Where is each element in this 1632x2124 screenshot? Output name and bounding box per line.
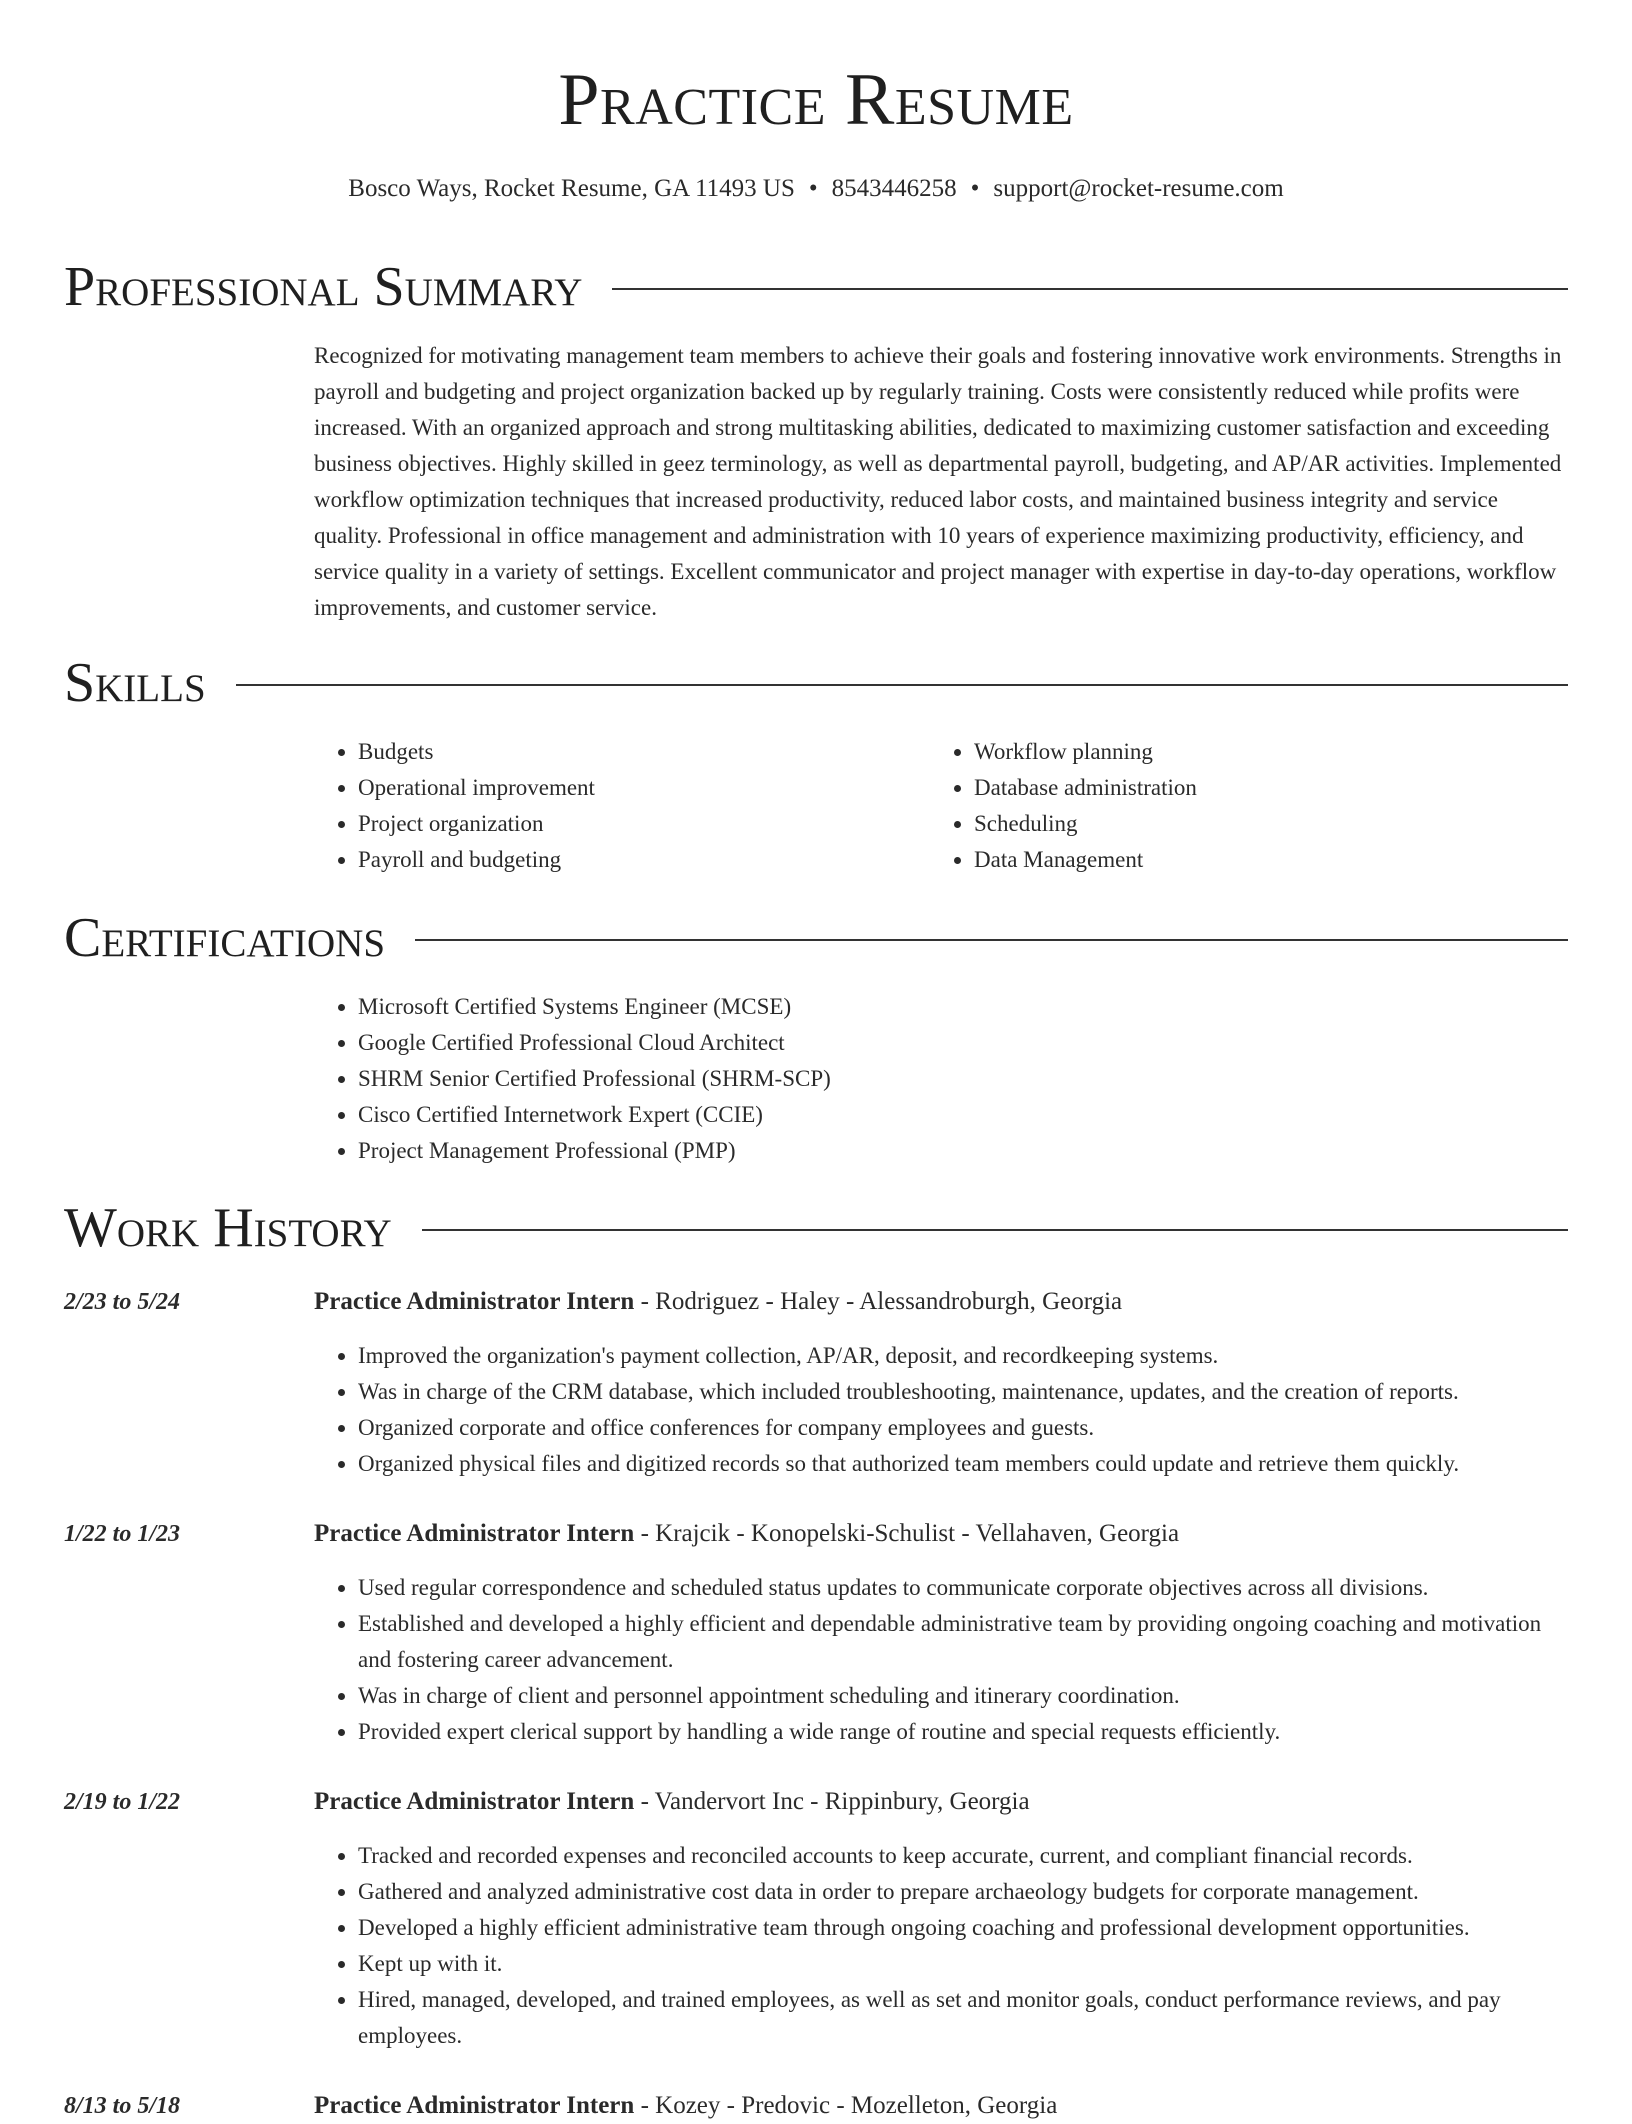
certification-item: • Microsoft Certified Systems Engineer (MCSE) xyxy=(358,989,1568,1025)
job-bullet: • Improved the organization's payment collection, AP/AR, deposit, and recordkeeping systems. xyxy=(358,1338,1568,1374)
job-bullet: • Gathered and analyzed administrative cost data in order to prepare archaeology budgets for corporate management. xyxy=(358,1874,1568,1910)
certification-item: • Google Certified Professional Cloud Architect xyxy=(358,1025,1568,1061)
job-employer: - Vandervort Inc - Rippinbury, Georgia xyxy=(634,1788,1030,1815)
job-dates: 1/22 to 1/23 xyxy=(64,1521,181,1547)
job-dates: 2/19 to 1/22 xyxy=(64,1789,181,1815)
section-title: Work History xyxy=(64,1197,392,1259)
certifications-list xyxy=(314,989,1568,1169)
certification-item: • Project Management Professional (PMP) xyxy=(358,1133,1568,1169)
job-bullets xyxy=(314,1838,1568,2054)
job-title-line xyxy=(314,1284,1568,1320)
job-bullet: • Organized physical files and digitized records so that authorized team members could update and retrieve them quickly. xyxy=(358,1446,1568,1482)
certification-item: • SHRM Senior Certified Professional (SHRM-SCP) xyxy=(358,1061,1568,1097)
job-title: Practice Administrator Intern xyxy=(314,1520,635,1547)
job-dates: 2/23 to 5/24 xyxy=(64,1289,181,1315)
skill-item: • Workflow planning xyxy=(974,734,1530,770)
job-title: Practice Administrator Intern xyxy=(314,2092,635,2119)
resume-name: Practice Resume xyxy=(558,59,1074,141)
contact-separator: • xyxy=(808,175,818,202)
section-divider xyxy=(236,684,1568,686)
job-bullet: • Was in charge of the CRM database, which included troubleshooting, maintenance, updates, and the creation of reports. xyxy=(358,1374,1568,1410)
skill-item: • Project organization xyxy=(358,806,914,842)
section-header-certifications xyxy=(64,903,1568,973)
job-bullet: • Kept up with it. xyxy=(358,1946,1568,1982)
section-header-skills xyxy=(64,648,1568,718)
job-bullet: • Organized corporate and office conferences for company employees and guests. xyxy=(358,1410,1568,1446)
job-bullet: • Tracked and recorded expenses and reconciled accounts to keep accurate, current, and compliant financial records. xyxy=(358,1838,1568,1874)
summary-text: Recognized for motivating management team members to achieve their goals and fostering innovative work environments. Strengths in payroll and budgeting and project organization backed up by regularly training. Costs were consistently reduced while profits were increased. With an organized approach and strong multitasking abilities, dedicated to maximizing customer satisfaction and exceeding business objectives. Highly skilled in geez terminology, as well as departmental payroll, budgeting, and AP/AR activities. Implemented workflow optimization techniques that increased productivity, reduced labor costs, and maintained business integrity and service quality. Professional in office management and administration with 10 years of experience maximizing productivity, efficiency, and service quality in a variety of settings. Excellent communicator and project manager with expertise in day-to-day operations, workflow improvements, and customer service. xyxy=(314,343,1562,620)
section-header-summary xyxy=(64,252,1568,322)
contact-email: support@rocket-resume.com xyxy=(993,175,1284,202)
job-bullet: • Developed a highly efficient administrative team through ongoing coaching and professional development opportunities. xyxy=(358,1910,1568,1946)
skills-column-right xyxy=(930,734,1530,878)
job-employer: - Krajcik - Konopelski-Schulist - Vellahaven, Georgia xyxy=(634,1520,1180,1547)
job-bullet: • Established and developed a highly efficient and dependable administrative team by providing ongoing coaching and motivation and fostering career advancement. xyxy=(358,1606,1568,1678)
job-bullet: • Provided expert clerical support by handling a wide range of routine and special requests efficiently. xyxy=(358,1714,1568,1750)
section-header-work-history xyxy=(64,1193,1568,1263)
job-bullet: • Used regular correspondence and scheduled status updates to communicate corporate objectives across all divisions. xyxy=(358,1570,1568,1606)
skill-item: • Database administration xyxy=(974,770,1530,806)
skill-item: • Budgets xyxy=(358,734,914,770)
skill-item: • Payroll and budgeting xyxy=(358,842,914,878)
job-title-line xyxy=(314,2088,1568,2124)
contact-phone: 8543446258 xyxy=(831,175,957,202)
job-title: Practice Administrator Intern xyxy=(314,1288,635,1315)
skill-item: • Scheduling xyxy=(974,806,1530,842)
job-bullet: • Was in charge of client and personnel appointment scheduling and itinerary coordination. xyxy=(358,1678,1568,1714)
section-divider xyxy=(415,939,1568,941)
job-bullets xyxy=(314,1338,1568,1482)
contact-separator: • xyxy=(970,175,980,202)
job-title: Practice Administrator Intern xyxy=(314,1788,635,1815)
job-employer: - Rodriguez - Haley - Alessandroburgh, Georgia xyxy=(634,1288,1123,1315)
contact-address: Bosco Ways, Rocket Resume, GA 11493 US xyxy=(348,175,795,202)
job-bullets xyxy=(314,1570,1568,1750)
section-title: Certifications xyxy=(64,907,386,969)
job-title-line xyxy=(314,1516,1568,1552)
section-divider xyxy=(422,1229,1568,1231)
contact-line xyxy=(0,172,1632,206)
job-bullet: • Hired, managed, developed, and trained employees, as well as set and monitor goals, conduct performance reviews, and pay employees. xyxy=(358,1982,1568,2054)
skills-column-left xyxy=(314,734,914,878)
section-divider xyxy=(612,288,1568,290)
skill-item: • Data Management xyxy=(974,842,1530,878)
job-title-line xyxy=(314,1784,1568,1820)
section-title: Professional Summary xyxy=(64,256,583,318)
section-title: Skills xyxy=(64,652,206,714)
certification-item: • Cisco Certified Internetwork Expert (CCIE) xyxy=(358,1097,1568,1133)
job-employer: - Kozey - Predovic - Mozelleton, Georgia xyxy=(634,2092,1058,2119)
job-dates: 8/13 to 5/18 xyxy=(64,2093,181,2119)
skill-item: • Operational improvement xyxy=(358,770,914,806)
